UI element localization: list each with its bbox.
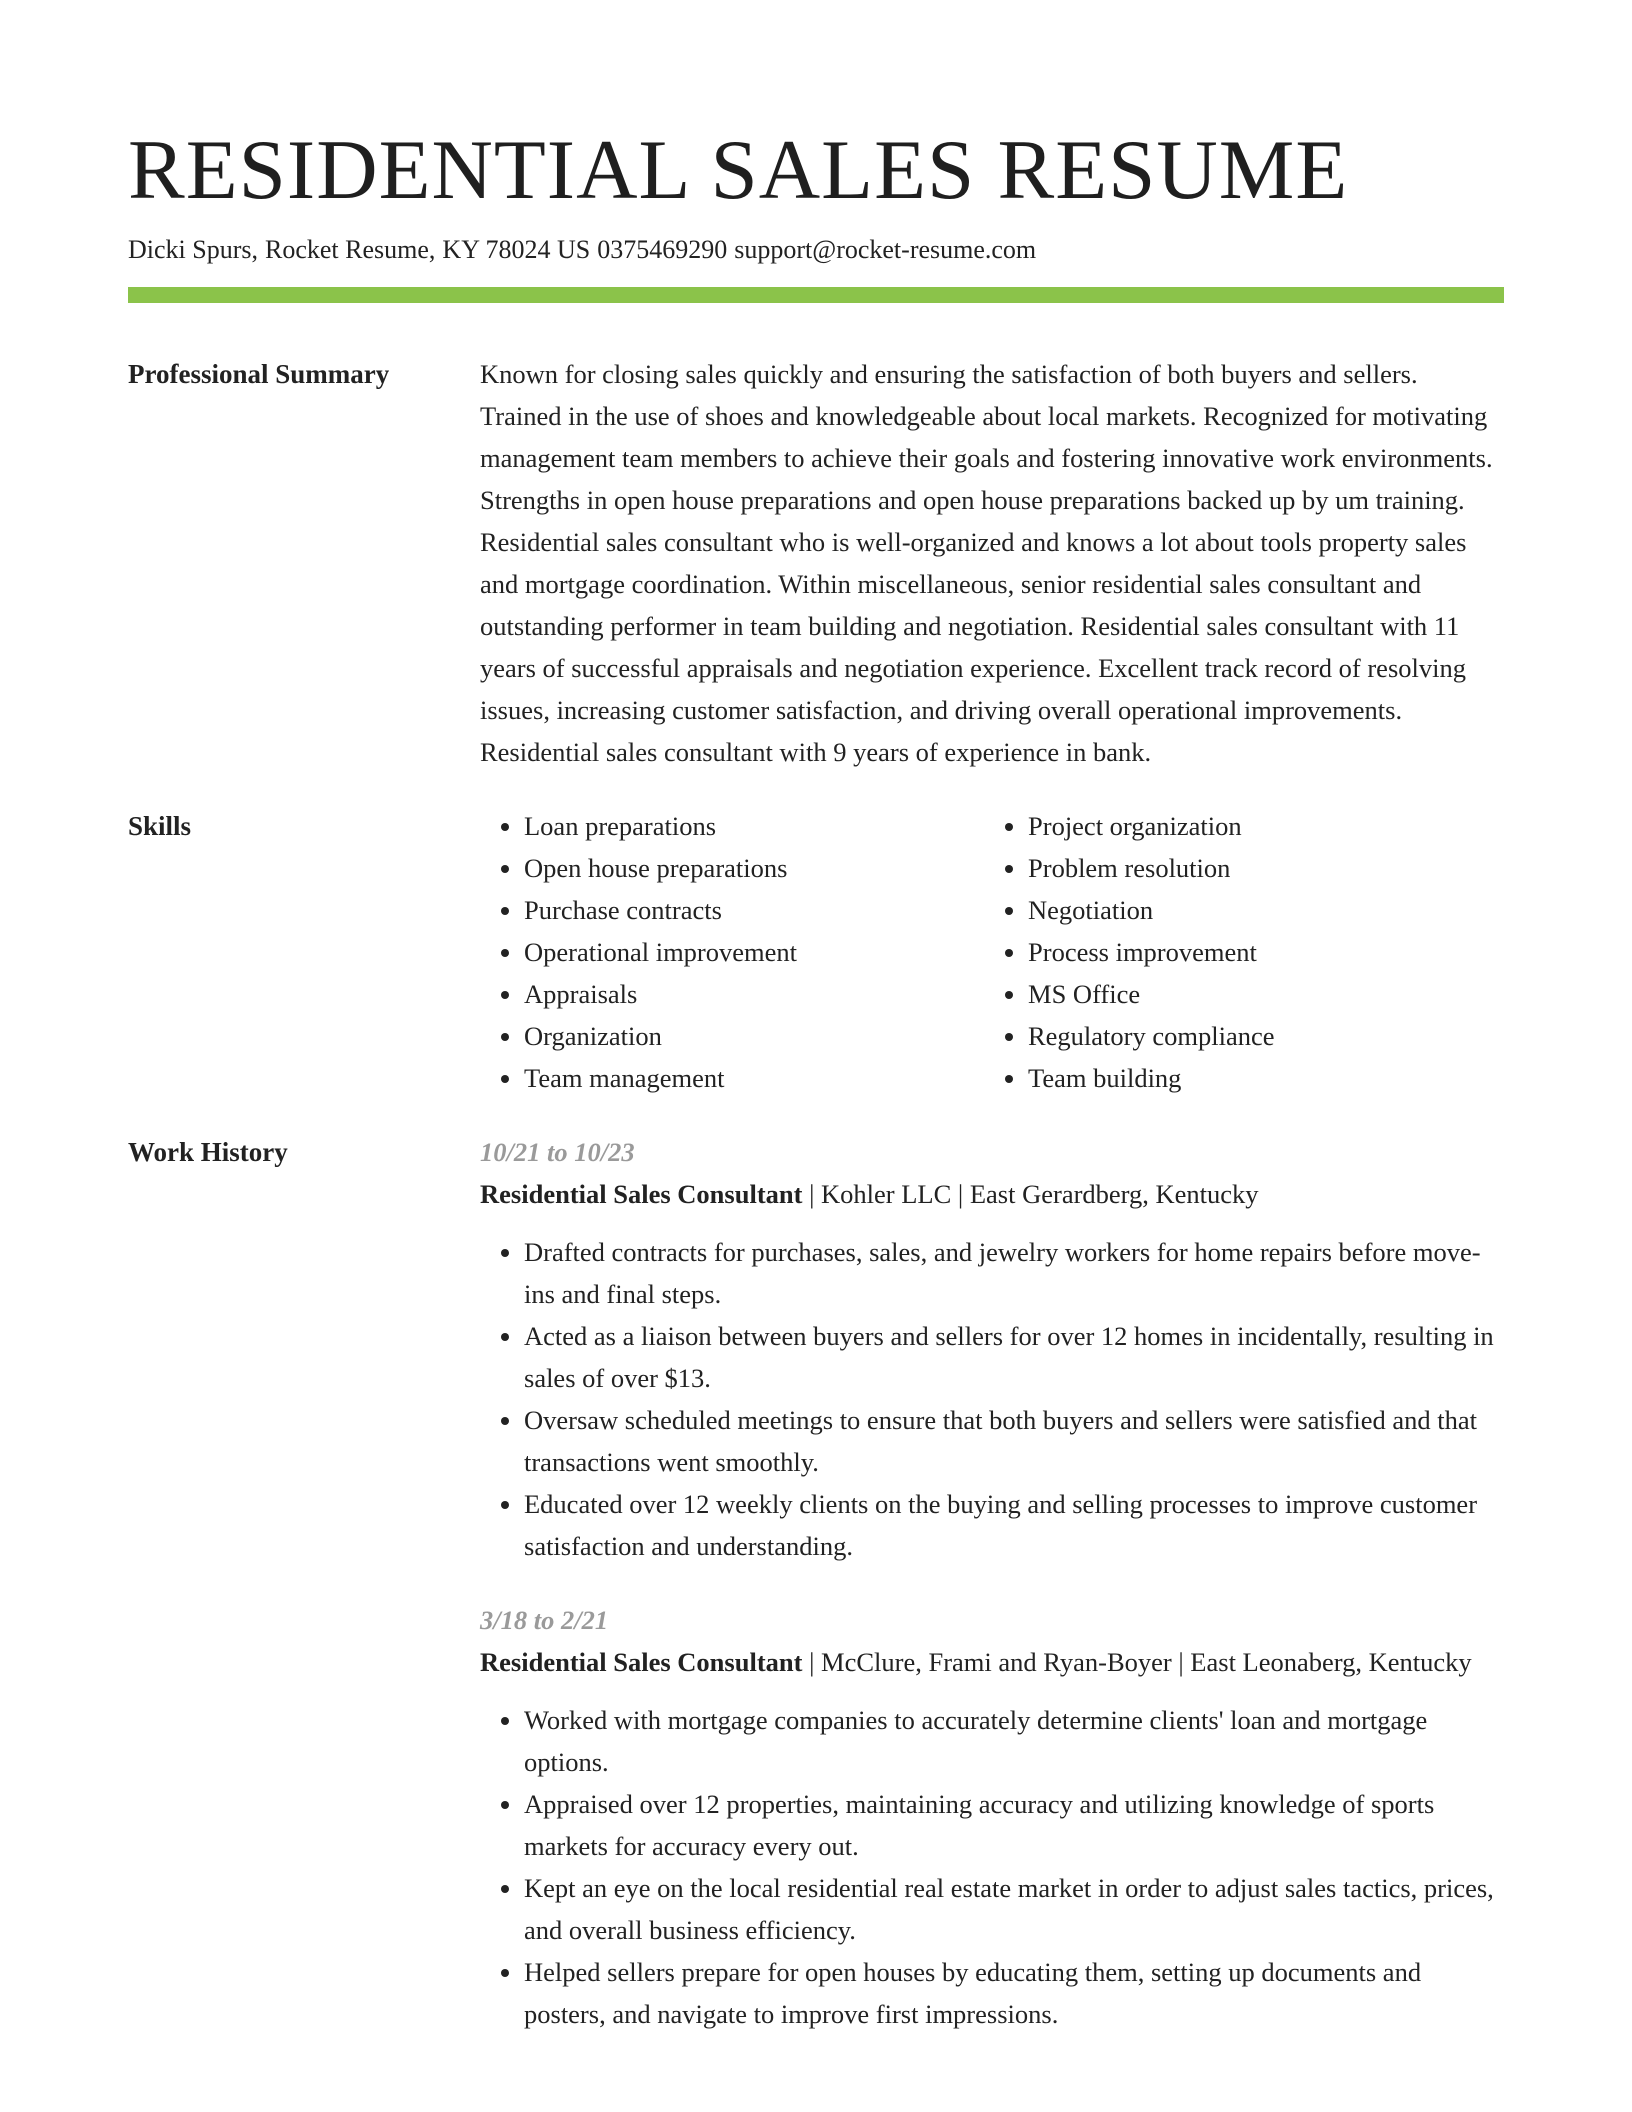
summary-text: Known for closing sales quickly and ensuring the satisfaction of both buyers and sellers. Trained in the use of shoes and knowledgeable about local markets. Recognized for motivating management team members to achieve their goals and fostering innovative work environments. Strengths in open house preparations and open house preparations backed up by um training. Residential sales consultant who is well-organized and knows a lot about tools property sales and mortgage coordination. Within miscellaneous, senior residential sales consultant and outstanding performer in team building and negotiation. Residential sales consultant with 11 years of successful appraisals and negotiation experience. Excellent track record of resolving issues, increasing customer satisfaction, and driving overall operational improvements. Residential sales consultant with 9 years of experience in bank. [480,359,1493,767]
skill-item: • Negotiation [1028,889,1488,931]
job-dates: 3/18 to 2/21 [480,1605,609,1635]
job-bullet: • Educated over 12 weekly clients on the buying and selling processes to improve customer satisfaction and understanding. [524,1483,1504,1567]
summary-section [128,353,1504,773]
job-bullet: • Drafted contracts for purchases, sales, and jewelry workers for home repairs before move-ins and final steps. [524,1231,1504,1315]
job-details: | McClure, Frami and Ryan-Boyer | East Leonaberg, Kentucky [802,1647,1472,1677]
contact-location: KY 78024 US [442,235,591,264]
skill-item: • Team management [524,1057,984,1099]
job-bullet: • Helped sellers prepare for open houses by educating them, setting up documents and posters, and navigate to improve first impressions. [524,1951,1504,2035]
skill-item: • Purchase contracts [524,889,984,931]
skills-list-right [984,805,1488,1099]
skill-item: • Loan preparations [524,805,984,847]
contact-email: support@rocket-resume.com [734,235,1037,264]
skill-item: • Organization [524,1015,984,1057]
skill-item: • Operational improvement [524,931,984,973]
contact-company: Rocket Resume, [265,235,436,264]
skills-list-left [480,805,984,1099]
skill-item: • Team building [1028,1057,1488,1099]
work-history-label: Work History [128,1137,288,1167]
job-dates: 10/21 to 10/23 [480,1137,635,1167]
job-bullet: • Acted as a liaison between buyers and sellers for over 12 homes in incidentally, resulting in sales of over $13. [524,1315,1504,1399]
job-heading [480,1173,1504,1215]
job-bullet: • Worked with mortgage companies to accurately determine clients' loan and mortgage options. [524,1699,1504,1783]
job-bullet: • Appraised over 12 properties, maintaining accuracy and utilizing knowledge of sports markets for accuracy every out. [524,1783,1504,1867]
job-bullet: • Oversaw scheduled meetings to ensure that both buyers and sellers were satisfied and that transactions went smoothly. [524,1399,1504,1483]
job-bullet: • Kept an eye on the local residential real estate market in order to adjust sales tactics, prices, and overall business efficiency. [524,1867,1504,1951]
skills-label: Skills [128,811,192,841]
job-bullets [480,1231,1504,1567]
job-bullets [480,1699,1504,2035]
job-details: | Kohler LLC | East Gerardberg, Kentucky [802,1179,1259,1209]
skill-item: • MS Office [1028,973,1488,1015]
skills-section [128,805,1504,1099]
contact-phone: 0375469290 [597,235,728,264]
skill-item: • Process improvement [1028,931,1488,973]
job-entry [480,1131,1504,1567]
job-heading [480,1641,1504,1683]
summary-label: Professional Summary [128,359,390,389]
work-history-section [128,1131,1504,2035]
resume-title: RESIDENTIAL SALES RESUME [128,123,1349,217]
job-role: Residential Sales Consultant [480,1647,803,1677]
skill-item: • Open house preparations [524,847,984,889]
contact-line [128,232,1504,268]
skill-item: • Project organization [1028,805,1488,847]
header-divider [128,287,1504,303]
resume-page [128,120,1504,2035]
contact-name: Dicki Spurs, [128,235,258,264]
job-entry [480,1599,1504,2035]
skill-item: • Regulatory compliance [1028,1015,1488,1057]
job-role: Residential Sales Consultant [480,1179,803,1209]
skill-item: • Appraisals [524,973,984,1015]
skill-item: • Problem resolution [1028,847,1488,889]
